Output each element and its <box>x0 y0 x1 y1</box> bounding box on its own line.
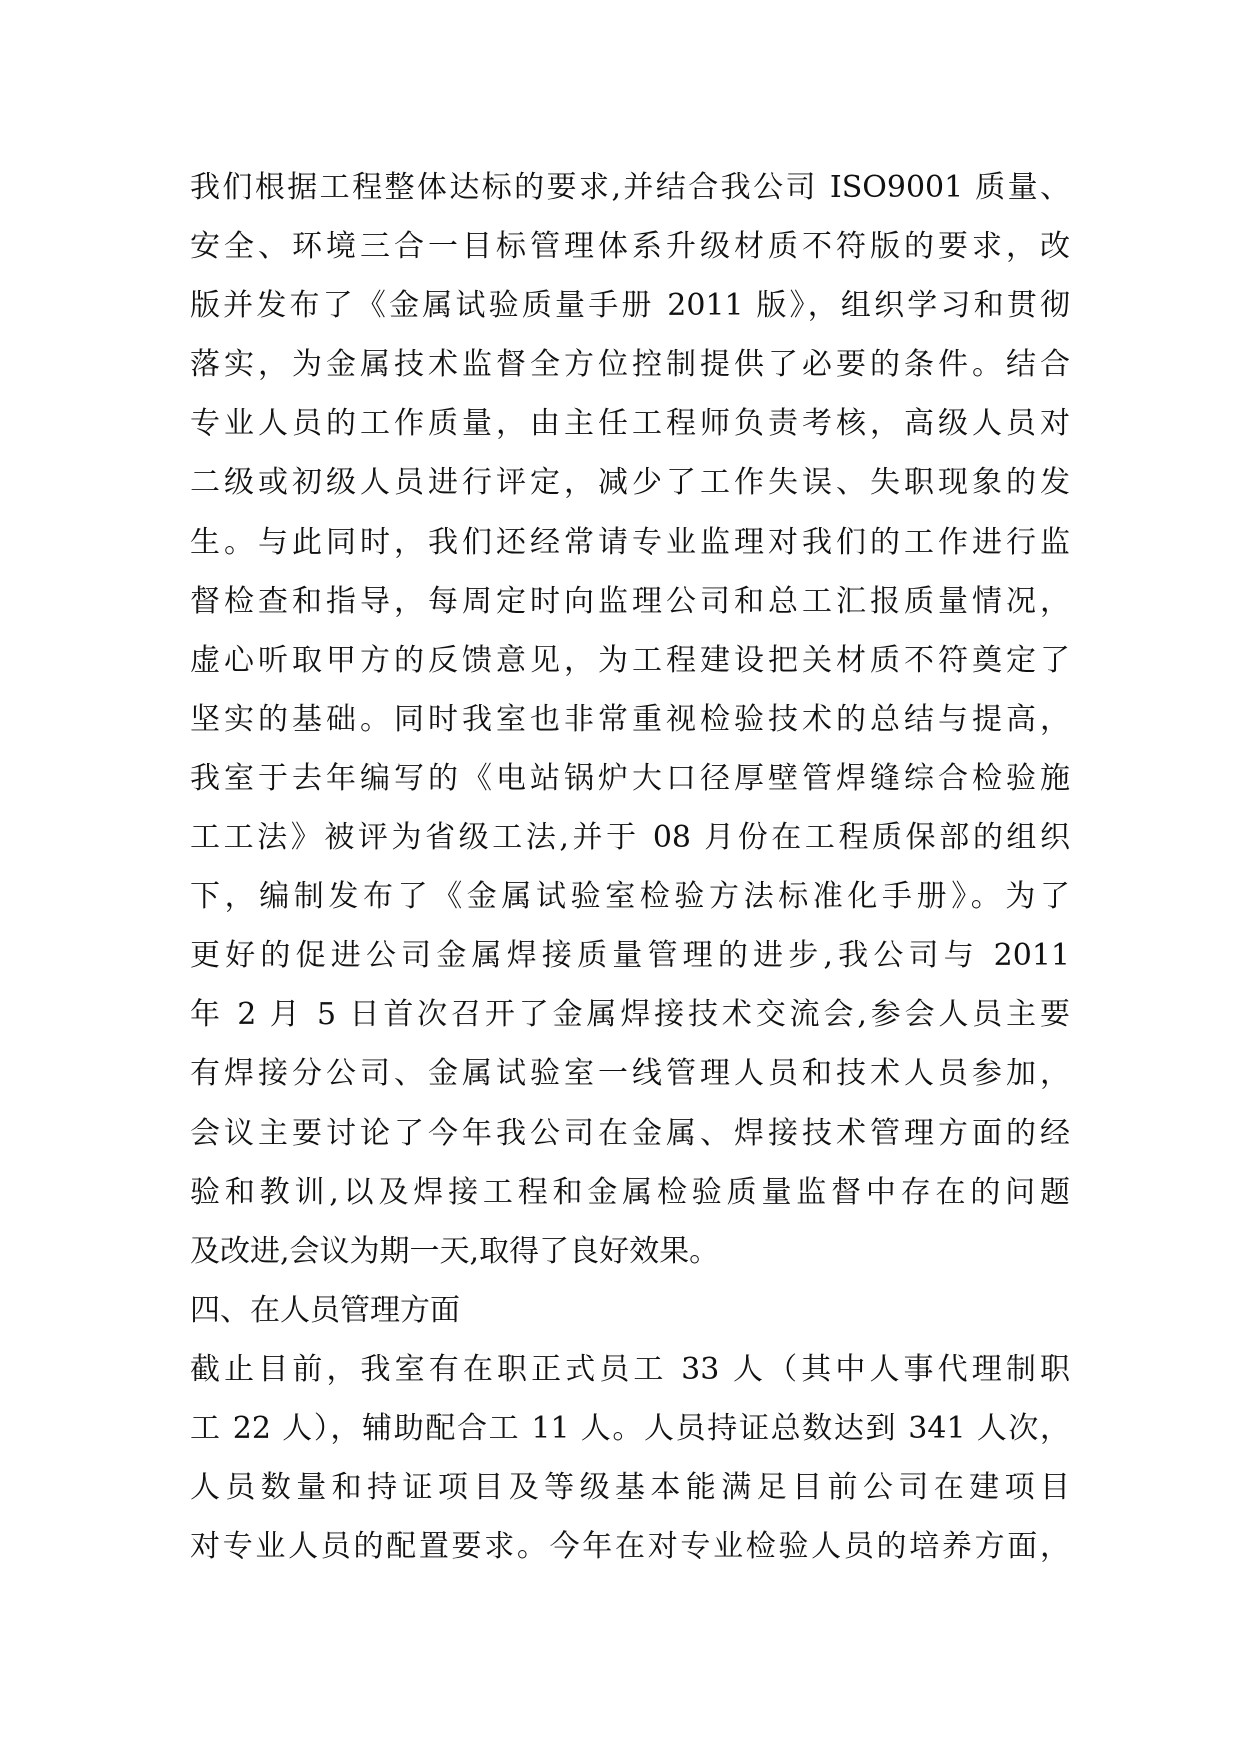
text-line: 更好的促进公司金属焊接质量管理的进步,我公司与 2011 <box>190 938 1070 974</box>
text-line: 生。与此同时，我们还经常请专业监理对我们的工作进行监 <box>190 524 1070 560</box>
text-line: 及改进,会议为期一天,取得了良好效果。 <box>190 1233 720 1269</box>
text-line: 二级或初级人员进行评定，减少了工作失误、失职现象的发 <box>190 465 1070 501</box>
text-line: 人员数量和持证项目及等级基本能满足目前公司在建项目 <box>190 1470 1070 1506</box>
text-line: 年 2 月 5 日首次召开了金属焊接技术交流会,参会人员主要 <box>190 997 1070 1033</box>
body-text <box>190 158 1070 1576</box>
text-line: 坚实的基础。同时我室也非常重视检验技术的总结与提高， <box>190 701 1070 737</box>
text-line: 安全、环境三合一目标管理体系升级材质不符版的要求，改 <box>190 229 1070 265</box>
text-line: 虚心听取甲方的反馈意见，为工程建设把关材质不符奠定了 <box>190 642 1070 678</box>
text-line: 我室于去年编写的《电站锅炉大口径厚壁管焊缝综合检验施 <box>190 760 1070 796</box>
text-line: 验和教训,以及焊接工程和金属检验质量监督中存在的问题 <box>190 1174 1070 1210</box>
text-line: 对专业人员的配置要求。今年在对专业检验人员的培养方面， <box>190 1529 1070 1565</box>
text-line: 专业人员的工作质量，由主任工程师负责考核，高级人员对 <box>190 406 1070 442</box>
text-line: 下，编制发布了《金属试验室检验方法标准化手册》。为了 <box>190 879 1070 915</box>
text-line: 我们根据工程整体达标的要求,并结合我公司 ISO9001 质量、 <box>190 170 1070 205</box>
text-line: 工工法》被评为省级工法,并于 08 月份在工程质保部的组织 <box>190 820 1070 856</box>
text-line: 有焊接分公司、金属试验室一线管理人员和技术人员参加， <box>190 1056 1070 1092</box>
text-line: 会议主要讨论了今年我公司在金属、焊接技术管理方面的经 <box>190 1115 1070 1151</box>
section-heading: 四、在人员管理方面 <box>190 1292 460 1328</box>
text-line: 截止目前，我室有在职正式员工 33 人（其中人事代理制职 <box>190 1351 1070 1387</box>
text-line: 督检查和指导，每周定时向监理公司和总工汇报质量情况， <box>190 583 1070 619</box>
text-line: 落实，为金属技术监督全方位控制提供了必要的条件。结合 <box>190 347 1070 383</box>
text-line: 工 22 人），辅助配合工 11 人。人员持证总数达到 341 人次， <box>190 1410 1070 1446</box>
text-line: 版并发布了《金属试验质量手册 2011 版》，组织学习和贯彻 <box>190 288 1070 324</box>
